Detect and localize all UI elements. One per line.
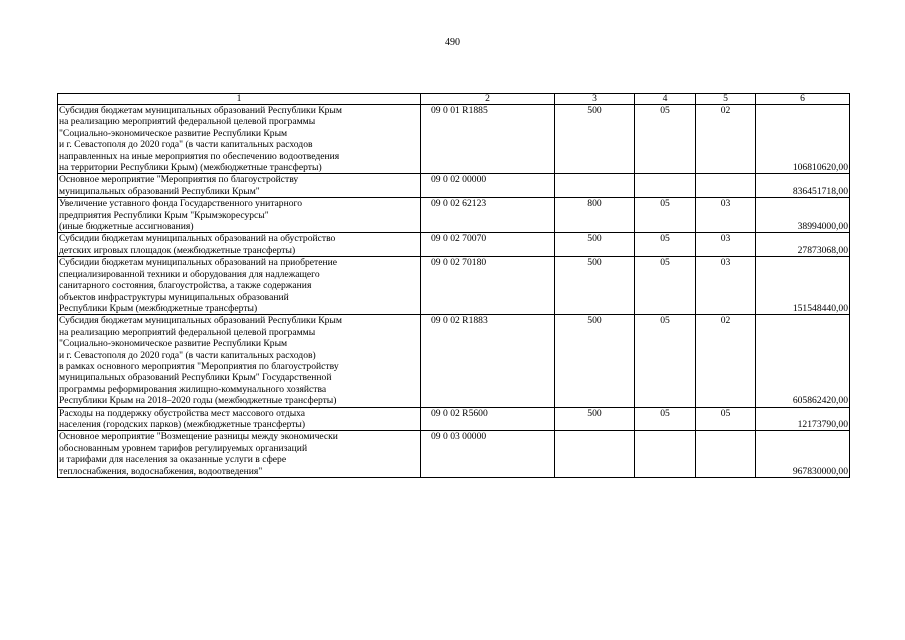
table-row	[58, 233, 850, 257]
subsection-code: 02	[696, 105, 756, 174]
column-header: 4	[635, 94, 696, 105]
table-row	[58, 174, 850, 198]
expense-name: Субсидия бюджетам муниципальных образований Республики Крым на реализацию мероприятий федеральной целевой программы "Социально-экономическое развитие Республики Крым и г. Севастополя до 2020 года" (в части капитальных расходов направленных на иные мероприятия по обеспечению водоотведения на территории Республики Крым) (межбюджетные трансферты)	[58, 105, 421, 174]
target-article-code: 09 0 01 R1885	[421, 105, 555, 174]
section-code	[635, 431, 696, 478]
section-code: 05	[635, 233, 696, 257]
subsection-code: 03	[696, 198, 756, 233]
table-row	[58, 431, 850, 478]
subsection-code	[696, 431, 756, 478]
target-article-code: 09 0 02 70070	[421, 233, 555, 257]
subsection-code: 03	[696, 233, 756, 257]
target-article-code: 09 0 02 70180	[421, 257, 555, 315]
column-header: 3	[555, 94, 635, 105]
expense-name: Расходы на поддержку обустройства мест массового отдыха населения (городских парков) (межбюджетные трансферты)	[58, 407, 421, 431]
expense-name: Субсидии бюджетам муниципальных образований на приобретение специализированной техники и оборудования для надлежащего санитарного состояния, благоустройства, а также содержания объектов инфраструктуры муниципальных образований Республики Крым (межбюджетные трансферты)	[58, 257, 421, 315]
expense-type-code: 500	[555, 257, 635, 315]
expense-name: Основное мероприятие "Мероприятия по благоустройству муниципальных образований Республики Крым"	[58, 174, 421, 198]
table-row	[58, 198, 850, 233]
target-article-code: 09 0 02 R5600	[421, 407, 555, 431]
section-code: 05	[635, 315, 696, 407]
column-header: 2	[421, 94, 555, 105]
amount: 605862420,00	[756, 315, 850, 407]
subsection-code: 02	[696, 315, 756, 407]
subsection-code: 03	[696, 257, 756, 315]
table-row	[58, 105, 850, 174]
expense-name: Субсидия бюджетам муниципальных образований Республики Крым на реализацию мероприятий федеральной целевой программы "Социально-экономическое развитие Республики Крым и г. Севастополя до 2020 года" (в части капитальных расходов) в рамках основного мероприятия "Мероприятия по благоустройству муниципальных образований Республики Крым" Государственной программы реформирования жилищно-коммунального хозяйства Республики Крым на 2018–2020 годы (межбюджетные трансферты)	[58, 315, 421, 407]
section-code: 05	[635, 407, 696, 431]
budget-table	[57, 93, 850, 478]
table-row	[58, 407, 850, 431]
page-number: 490	[445, 37, 460, 48]
table-row	[58, 257, 850, 315]
amount: 27873068,00	[756, 233, 850, 257]
subsection-code: 05	[696, 407, 756, 431]
amount: 151548440,00	[756, 257, 850, 315]
amount: 106810620,00	[756, 105, 850, 174]
expense-name: Основное мероприятие "Возмещение разницы между экономически обоснованным уровнем тарифов регулируемых организаций и тарифами для населения за оказанные услуги в сфере теплоснабжения, водоснабжения, водоотведения"	[58, 431, 421, 478]
expense-type-code: 500	[555, 233, 635, 257]
expense-type-code	[555, 431, 635, 478]
expense-name: Субсидии бюджетам муниципальных образований на обустройство детских игровых площадок (межбюджетные трансферты)	[58, 233, 421, 257]
section-code: 05	[635, 105, 696, 174]
section-code: 05	[635, 257, 696, 315]
amount: 12173790,00	[756, 407, 850, 431]
expense-type-code: 500	[555, 105, 635, 174]
expense-type-code: 500	[555, 315, 635, 407]
expense-type-code: 800	[555, 198, 635, 233]
expense-type-code	[555, 174, 635, 198]
column-header: 1	[58, 94, 421, 105]
target-article-code: 09 0 02 00000	[421, 174, 555, 198]
header-row	[58, 94, 850, 105]
expense-type-code: 500	[555, 407, 635, 431]
amount: 836451718,00	[756, 174, 850, 198]
target-article-code: 09 0 02 62123	[421, 198, 555, 233]
column-header: 5	[696, 94, 756, 105]
subsection-code	[696, 174, 756, 198]
amount: 38994000,00	[756, 198, 850, 233]
expense-name: Увеличение уставного фонда Государственного унитарного предприятия Республики Крым "Крымэкоресурсы" (иные бюджетные ассигнования)	[58, 198, 421, 233]
column-header: 6	[756, 94, 850, 105]
section-code	[635, 174, 696, 198]
section-code: 05	[635, 198, 696, 233]
table-row	[58, 315, 850, 407]
target-article-code: 09 0 02 R1883	[421, 315, 555, 407]
amount: 967830000,00	[756, 431, 850, 478]
target-article-code: 09 0 03 00000	[421, 431, 555, 478]
